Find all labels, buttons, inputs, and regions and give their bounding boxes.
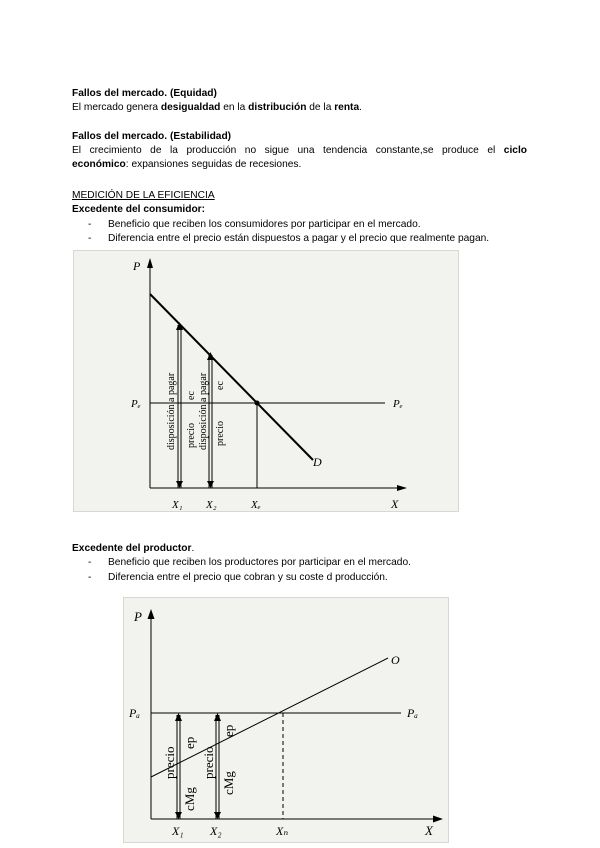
bullet-marker: - (88, 233, 92, 244)
bullet-marker: - (88, 219, 92, 230)
estabilidad-p1: El crecimiento de la producción no sigue una tendencia constante,se produce el (72, 145, 504, 156)
label-precio-1: precio (162, 746, 177, 779)
consumidor-bullet-1 (88, 218, 421, 232)
price-label-left: Pₐ (129, 706, 140, 720)
label-dispos-2: disposición a pagar (198, 372, 209, 450)
equidad-seg-3: distribución (248, 102, 307, 113)
price-label-right: Pₑ (393, 398, 403, 410)
label-precio-2: precio (215, 421, 226, 446)
equidad-seg-5: renta (334, 102, 360, 113)
tick-xn: Xₙ (276, 824, 289, 838)
label-dispos-1: disposición a pagar (166, 372, 177, 450)
heading-estabilidad: Fallos del mercado. (Estabilidad) (72, 131, 232, 142)
label-precio-1: precio (186, 423, 197, 448)
equidad-seg-4: de la (306, 102, 335, 113)
estabilidad-p2-bold: económico (72, 159, 126, 170)
supply-label: O (391, 653, 400, 667)
estabilidad-p2: : expansiones seguidas de recesiones. (125, 159, 302, 170)
equidad-seg-1: desigualdad (160, 102, 221, 113)
price-label-left: Pₑ (131, 398, 141, 410)
demand-label: D (313, 455, 322, 469)
figure-producer-surplus (123, 597, 449, 843)
estabilidad-line-1 (72, 144, 527, 158)
equidad-seg-0: El mercado genera (72, 102, 161, 113)
heading-equidad: Fallos del mercado. (Equidad) (72, 88, 217, 99)
tick-x2: X₂ (210, 824, 222, 838)
label-cmg-2: cMg (221, 771, 236, 795)
equidad-text (72, 101, 362, 115)
productor-bullet-1 (88, 556, 411, 570)
consumidor-bullet-1-text: Beneficio que reciben los consumidores por participar en el mercado. (108, 219, 421, 230)
label-ep-1: ep (182, 736, 197, 749)
x-axis-label: X (391, 497, 399, 511)
section-title-eficiencia: MEDICIÓN DE LA EFICIENCIA (72, 190, 215, 201)
figure-background (73, 250, 459, 512)
y-axis-label: P (133, 259, 141, 273)
productor-bullet-2-text: Diferencia entre el precio que cobran y su coste d producción. (108, 572, 388, 583)
label-precio-2: precio (201, 746, 216, 779)
label-ec-2: ec (215, 381, 226, 390)
tick-x1: X₁ (172, 499, 183, 511)
figure-consumer-surplus (73, 250, 459, 512)
estabilidad-line-2 (72, 158, 301, 172)
label-cmg-1: cMg (182, 787, 197, 811)
estabilidad-p1-bold: ciclo (503, 145, 527, 156)
heading-consumidor: Excedente del consumidor: (72, 204, 206, 215)
consumidor-bullet-2 (88, 232, 489, 246)
label-ec-1: ec (186, 391, 197, 400)
heading-productor: Excedente del productor (72, 543, 192, 554)
consumidor-bullet-2-text: Diferencia entre el precio están dispuestos a pagar y el precio que realmente pagan. (108, 233, 490, 244)
heading-productor-line (72, 542, 194, 556)
productor-bullet-1-text: Beneficio que reciben los productores por participar en el mercado. (108, 557, 411, 568)
y-axis-label: P (134, 609, 142, 624)
bullet-marker: - (88, 557, 92, 568)
label-ep-2: ep (221, 724, 236, 737)
heading-productor-suffix: . (191, 543, 195, 554)
tick-x2: X₂ (206, 499, 217, 511)
productor-bullet-2 (88, 571, 388, 585)
price-label-right: Pₐ (407, 706, 418, 720)
figure-background (123, 597, 449, 843)
tick-x1: X₁ (172, 824, 184, 838)
equidad-seg-6: . (359, 102, 362, 113)
equidad-seg-2: en la (220, 102, 249, 113)
x-axis-label: X (425, 823, 433, 838)
tick-xe: Xₑ (251, 499, 261, 511)
bullet-marker: - (88, 572, 92, 583)
